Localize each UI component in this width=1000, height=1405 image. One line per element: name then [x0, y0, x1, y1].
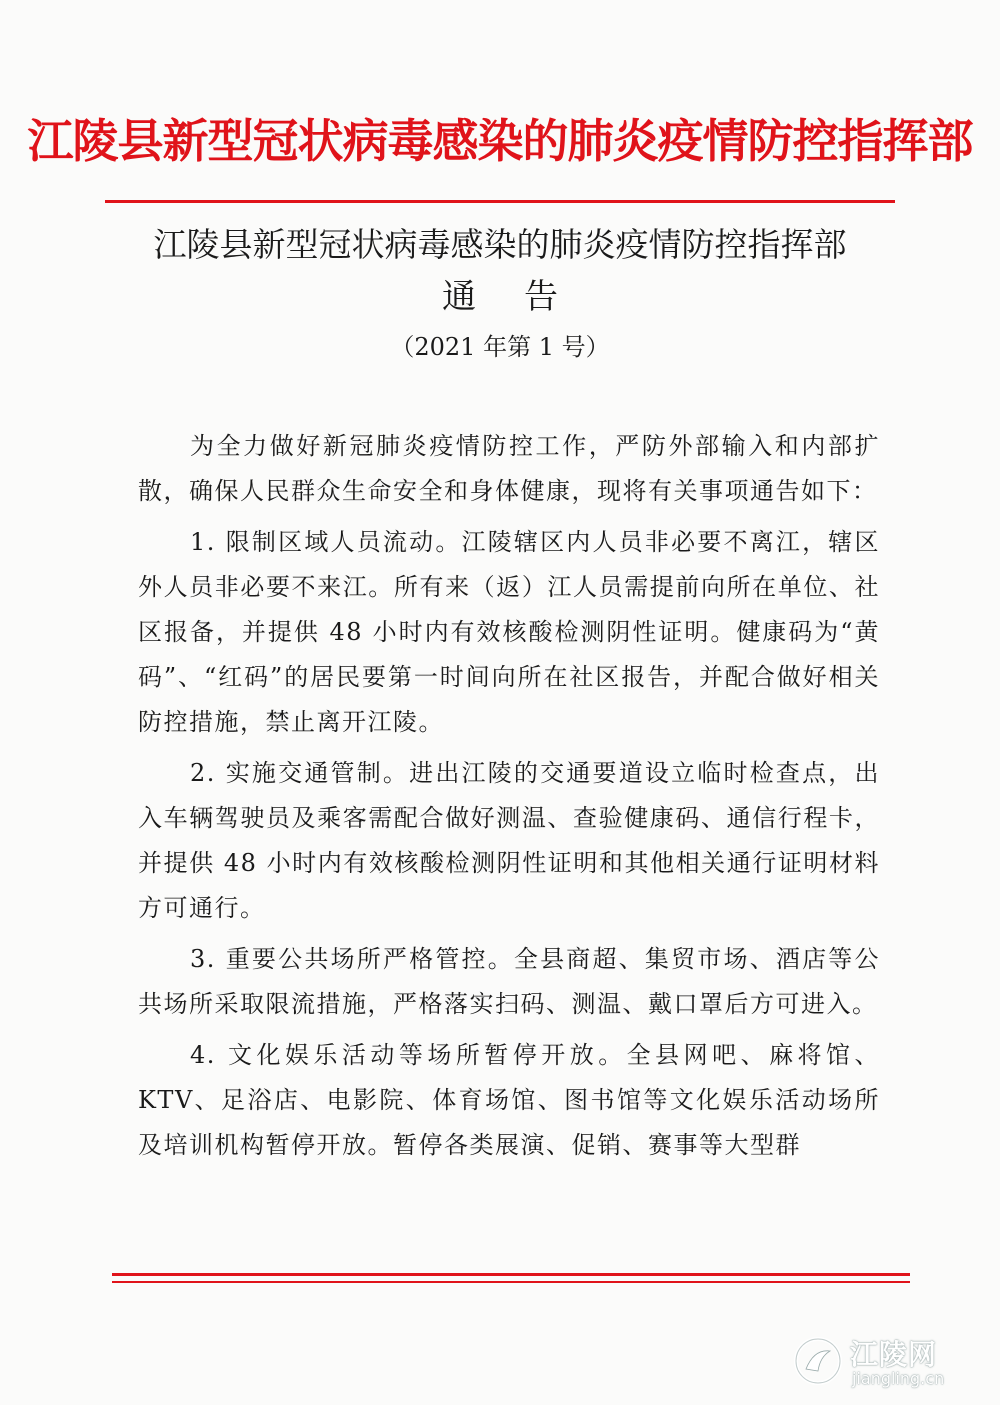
paragraph-item-4: 4. 文化娱乐活动等场所暂停开放。全县网吧、麻将馆、KTV、足浴店、电影院、体育场馆、图书馆等文化娱乐活动场所及培训机构暂停开放。暂停各类展演、促销、赛事等大型群: [138, 1041, 880, 1159]
watermark-domain: jiangling.cn: [852, 1369, 945, 1388]
watermark-name: 江陵网: [850, 1338, 938, 1371]
notice-title: 江陵县新型冠状病毒感染的肺炎疫情防控指挥部: [153, 225, 847, 264]
watermark-logo-icon: [792, 1335, 844, 1387]
red-divider-bottom-thin: [112, 1281, 910, 1283]
paragraph-item-1: 1. 限制区域人员流动。江陵辖区内人员非必要不离江，辖区外人员非必要不来江。所有来（返）江人员需提前向所在单位、社区报备，并提供 48 小时内有效核酸检测阴性证明。健康码为“黄码”、“红码”的居民要第一时间向所在社区报告，并配合做好相关防控措施，禁止离开江陵。: [138, 528, 880, 736]
notice-body: [138, 424, 880, 1174]
red-divider-bottom: [112, 1273, 910, 1276]
red-header-title: 江陵县新型冠状病毒感染的肺炎疫情防控指挥部: [27, 114, 973, 168]
notice-subtitle: 通告: [442, 277, 606, 317]
paragraph-intro: 为全力做好新冠肺炎疫情防控工作，严防外部输入和内部扩散，确保人民群众生命安全和身体健康，现将有关事项通告如下：: [138, 432, 880, 505]
paragraph-item-3: 3. 重要公共场所严格管控。全县商超、集贸市场、酒店等公共场所采取限流措施，严格落实扫码、测温、戴口罩后方可进入。: [138, 945, 880, 1018]
red-divider-top: [105, 200, 895, 203]
notice-number: （2021 年第 1 号）: [390, 333, 610, 361]
paragraph-item-2: 2. 实施交通管制。进出江陵的交通要道设立临时检查点，出入车辆驾驶员及乘客需配合做好测温、查验健康码、通信行程卡，并提供 48 小时内有效核酸检测阴性证明和其他相关通行证明材料方可通行。: [138, 759, 880, 922]
watermark: [792, 1331, 982, 1393]
